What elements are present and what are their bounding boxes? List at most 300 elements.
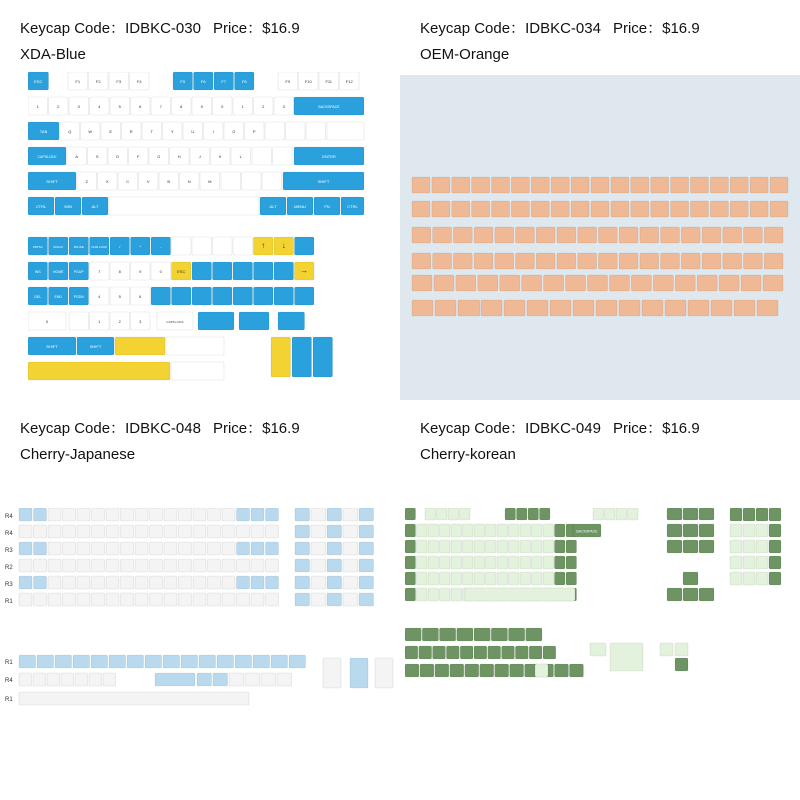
keycap [640,253,659,269]
keycap [63,508,76,521]
keycap [164,542,177,555]
keycap [702,227,721,243]
svg-text:6: 6 [139,294,142,299]
keycap [699,524,714,537]
price-label: Price： [212,20,263,37]
keycap [359,525,374,538]
product-oem-orange [400,0,800,400]
keycap [222,508,235,521]
keycap [28,337,76,355]
keycap [474,253,493,269]
keycap [683,540,698,553]
keycap [578,253,597,269]
keycap [359,508,374,521]
row-label: R1 [5,599,13,605]
keycap [671,201,689,217]
keycap [327,525,342,538]
keycap [34,542,47,555]
keycap [590,643,606,656]
keycap [28,312,66,330]
keycap [535,664,548,677]
keycap [683,524,698,537]
keycap [566,572,577,585]
keycap [194,72,214,90]
keycap [769,524,781,537]
keycap [69,312,89,330]
keycap [764,253,783,269]
svg-text:F11: F11 [325,79,333,84]
keycap [667,588,682,601]
keycap [49,97,69,115]
keycap [292,337,312,377]
keycap [405,508,416,520]
keycap [251,542,264,555]
keycap [343,542,358,555]
keycap [266,559,279,572]
keycap [628,508,639,520]
keycap [756,572,768,585]
keycap [164,525,177,538]
keycap [681,253,700,269]
keycap [359,559,374,572]
keycap [412,253,431,269]
keycap [49,237,69,255]
keycap [520,572,531,585]
keycap [520,556,531,569]
product-code-line [420,417,700,438]
svg-text:8: 8 [180,104,183,109]
keycap [271,337,291,377]
svg-text:F12: F12 [345,79,353,84]
svg-text:9: 9 [139,269,142,274]
keycap [253,655,270,668]
keycap [286,122,306,140]
keycap [48,508,61,521]
keycap [566,540,577,553]
keycap [193,576,206,589]
keycap [671,177,689,193]
svg-text:ALT: ALT [269,204,277,209]
keycap [48,576,61,589]
keycap [163,655,180,668]
keycap [180,172,200,190]
keycap [63,593,76,606]
keycap [222,576,235,589]
keycap [433,227,452,243]
keycap [588,275,608,291]
keycap [48,542,61,555]
svg-text:HOME: HOME [53,270,64,274]
keycap [193,559,206,572]
keycap [555,664,569,677]
keycap [536,253,555,269]
keycap [532,540,543,553]
keycap [90,262,110,280]
keycap [428,540,439,553]
keycap [555,556,566,569]
keycap [428,524,439,537]
product-cherry-japanese [0,400,400,800]
keycap [192,262,212,280]
keycap [115,337,165,355]
svg-text:4: 4 [98,104,101,109]
keycap [517,508,528,520]
keycap [675,643,688,656]
keycap [596,300,617,316]
keycap [213,262,233,280]
keycap [452,201,470,217]
keycap [237,593,250,606]
keycap [266,525,279,538]
keycap [486,540,497,553]
keycap [311,593,326,606]
keycap [769,556,781,569]
code-label: Keycap Code： [420,420,526,437]
keycap [448,508,459,520]
keycap [497,556,508,569]
keycap [224,122,244,140]
keycap [661,253,680,269]
code-label: Keycap Code： [20,420,126,437]
keycap [49,287,69,305]
keycap [19,508,32,521]
keycap [129,147,149,165]
keycap [222,593,235,606]
keycap [405,524,416,537]
keycap [311,525,326,538]
keycap [121,508,134,521]
svg-text:1: 1 [36,104,39,109]
svg-text:9: 9 [200,104,203,109]
keycap [551,201,569,217]
keycap [242,172,262,190]
keycap [221,172,241,190]
keycap [166,337,224,355]
keycap [19,692,249,705]
keycap [198,312,234,330]
keycap [343,508,358,521]
keycap [278,312,305,330]
keycap [569,664,583,677]
keycap [480,664,494,677]
keycap [75,673,88,686]
svg-text:2: 2 [118,319,121,324]
keycap [675,275,695,291]
keycap [536,227,555,243]
keycap [28,147,66,165]
keycap [770,201,788,217]
keycap [743,540,755,553]
keycap [540,508,551,520]
keycap [55,655,72,668]
keycap [150,542,163,555]
keycap [121,559,134,572]
keycap [405,664,419,677]
keycap [428,588,439,601]
keycap [440,572,451,585]
keycap [675,658,688,671]
keycap [172,287,192,305]
keycap [110,237,130,255]
keycap [28,97,48,115]
keycap [452,177,470,193]
keycap [217,655,234,668]
svg-text:NUM LOCK: NUM LOCK [91,245,108,249]
keycap [98,172,118,190]
keycap [118,172,138,190]
svg-text:L: L [239,154,242,159]
keycap [502,646,515,659]
svg-text:F5: F5 [180,79,186,84]
keycap [92,576,105,589]
keycap [237,508,250,521]
keycap [233,237,253,255]
svg-text:A: A [75,154,79,159]
keycap [150,559,163,572]
keycap [769,508,781,521]
keycap [101,122,121,140]
keycap [193,593,206,606]
keycap [405,628,421,641]
svg-text:V: V [146,179,150,184]
product-code-line [20,417,300,438]
keycap [295,287,315,305]
keycap [33,673,46,686]
keycap [743,524,755,537]
keycap [543,540,554,553]
keycap [170,147,190,165]
keycap [67,147,87,165]
keycap [440,628,456,641]
keycap [193,542,206,555]
product-cherry-korean [400,400,800,800]
svg-text:TAB: TAB [39,129,48,134]
keycap [511,177,529,193]
keycap [254,97,274,115]
keycap [130,72,150,90]
keycap [313,337,333,377]
keycap [193,525,206,538]
keycap [251,593,264,606]
price-value: $16.9 [662,420,700,437]
keycap [235,72,255,90]
svg-text:Y: Y [170,129,174,134]
keycap [440,540,451,553]
keycap [528,508,539,520]
keycap [509,540,520,553]
svg-text:→: → [300,266,309,275]
svg-text:CAPSLOCK: CAPSLOCK [37,155,57,159]
keycap [453,253,472,269]
keycap [555,540,566,553]
keycap [428,572,439,585]
keycap [520,540,531,553]
keycap [591,201,609,217]
keycap [631,177,649,193]
keycap [179,508,192,521]
keycap [163,122,183,140]
keycap [90,97,110,115]
keycap [131,262,151,280]
keycap [730,524,742,537]
keycap [730,508,742,521]
svg-text:PGUP: PGUP [73,270,84,274]
svg-text:7: 7 [159,104,162,109]
keycap [106,593,119,606]
keycap [425,508,436,520]
keycap [723,227,742,243]
keycap [233,287,253,305]
keycap [82,197,108,215]
keycap [73,655,90,668]
keycap [92,542,105,555]
svg-text:SHIFT: SHIFT [46,344,58,349]
keycap [757,300,778,316]
keycap [359,593,374,606]
keycap [509,572,520,585]
svg-text:P: P [252,129,256,134]
keycap [756,508,768,521]
keycap [110,312,130,330]
keycap [691,201,709,217]
keycap [543,556,554,569]
keycap [181,655,198,668]
svg-text:6: 6 [139,104,142,109]
keycap [359,542,374,555]
row-label: R3 [5,582,13,588]
keycap [90,312,110,330]
keycap [573,524,601,537]
keycap [440,588,451,601]
keycap [299,72,319,90]
keycap [412,227,431,243]
keycap [47,673,60,686]
keycap [486,524,497,537]
keycap [453,227,472,243]
keycap [609,275,629,291]
keycap [555,572,566,585]
keycap [173,72,193,90]
keycap [77,542,90,555]
svg-text:INS: INS [34,270,41,274]
keycap [516,253,535,269]
keycap [110,97,130,115]
svg-text:/: / [119,244,121,249]
svg-text:O: O [232,129,236,134]
svg-text:BACKSPACE: BACKSPACE [576,529,598,534]
keycap [532,572,543,585]
code-value: IDBKC-030 [125,20,201,37]
keycap [520,524,531,537]
keycap [252,147,272,165]
keycap [769,540,781,553]
keycap [110,287,130,305]
keycap [28,287,48,305]
keycap [474,540,485,553]
keycap [213,673,228,686]
keycap [571,177,589,193]
keycap [681,227,700,243]
keycap [743,572,755,585]
keycap [509,524,520,537]
keycap [135,576,148,589]
keycap [640,227,659,243]
keycap [667,508,682,520]
keycap [88,147,108,165]
keycap [463,524,474,537]
row-label: R3 [5,548,13,554]
svg-text:W: W [88,129,93,134]
keycap [183,122,203,140]
keycap [699,588,714,601]
keycap [314,197,340,215]
keycap [500,275,520,291]
keycap [150,525,163,538]
keycap [457,628,473,641]
keycap [495,664,509,677]
keycap [440,524,451,537]
keycap [463,572,474,585]
keycap [543,572,554,585]
svg-text:ESC: ESC [177,269,186,274]
keycap [437,508,448,520]
svg-text:Z: Z [85,179,88,184]
keycap [37,655,54,668]
svg-text:SHIFT: SHIFT [89,344,102,349]
svg-text:SCRLK: SCRLK [53,245,64,249]
keycap [311,508,326,521]
keycap [213,237,233,255]
keycap [433,646,446,659]
svg-text:WIN: WIN [64,204,72,209]
keycap [433,253,452,269]
svg-text:F3: F3 [116,79,122,84]
keycap [599,253,618,269]
svg-text:CTRL: CTRL [35,204,47,209]
keycap [605,508,616,520]
keycap [474,227,493,243]
keycap [743,508,755,521]
keycap [271,655,288,668]
keycap [19,655,36,668]
keycap [28,197,54,215]
keycap [237,576,250,589]
keycap [460,508,471,520]
svg-text:2: 2 [57,104,60,109]
keycap-photo-cherry-japanese [5,508,395,708]
svg-text:F: F [137,154,140,159]
keycap [131,237,151,255]
row-label: R1 [5,660,13,666]
keycap [122,122,142,140]
keycap [451,524,462,537]
keycap [419,646,432,659]
svg-text:PGDN: PGDN [73,295,84,299]
keycap [619,300,640,316]
svg-text:Q: Q [68,129,72,134]
keycap [199,655,216,668]
code-value: IDBKC-048 [125,420,201,437]
keycap [208,542,221,555]
keycap [691,177,709,193]
keycap [497,524,508,537]
keycap [131,97,151,115]
keycap [450,664,464,677]
keycap [63,525,76,538]
keycap [412,177,430,193]
keycap [266,542,279,555]
keycap [495,227,514,243]
